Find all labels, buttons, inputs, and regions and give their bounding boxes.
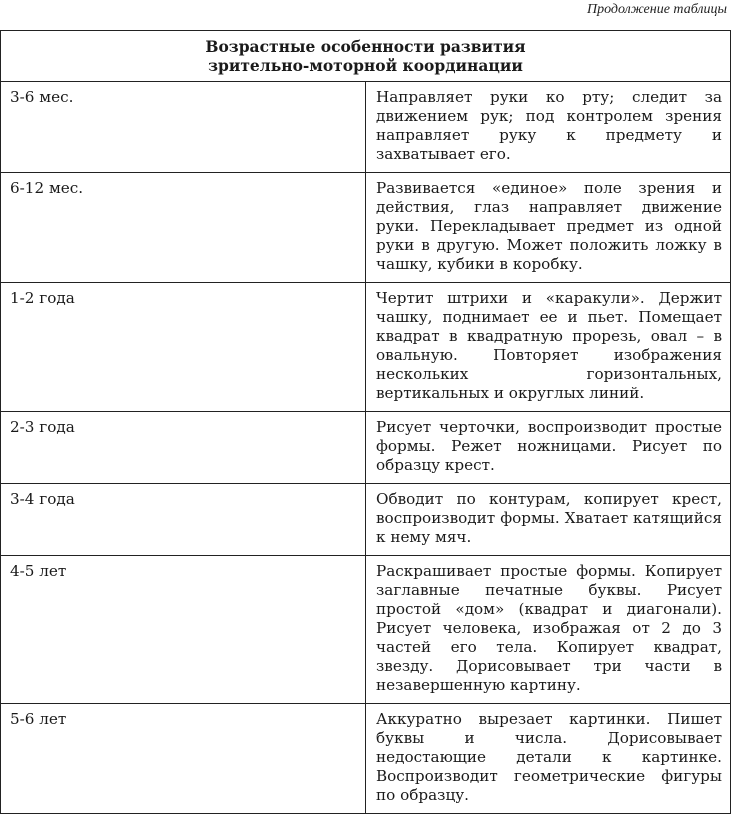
description-cell: Рисует черточки, воспроизводит простые формы. Режет ножницами. Рисует по образцу крест. (366, 412, 731, 484)
age-cell: 1-2 года (1, 283, 366, 412)
description-cell: Раскрашивает простые формы. Копирует заглавные печатные буквы. Рисует простой «дом» (квадрат и диагонали). Рисует человека, изображая от 2 до 3 частей его тела. Копирует квадрат, звезду. Дорисовывает три части в незавершенную картину. (366, 556, 731, 704)
table-header-row (1, 31, 731, 82)
age-cell: 3-6 мес. (1, 82, 366, 173)
age-cell: 5-6 лет (1, 704, 366, 814)
description-cell: Чертит штрихи и «каракули». Держит чашку, поднимает ее и пьет. Помещает квадрат в квадратную прорезь, овал – в овальную. Повторяет изображения нескольких горизонтальных, вертикальных и округлых линий. (366, 283, 731, 412)
table-header (1, 31, 731, 82)
table-row (1, 556, 731, 704)
age-cell: 2-3 года (1, 412, 366, 484)
table-row (1, 412, 731, 484)
table-row (1, 704, 731, 814)
header-line-1: Возрастные особенности развития (205, 37, 526, 56)
continuation-label: Продолжение таблицы (586, 2, 727, 17)
table-row (1, 484, 731, 556)
development-table (0, 30, 731, 814)
table-row (1, 283, 731, 412)
age-cell: 4-5 лет (1, 556, 366, 704)
header-line-2: зрительно-моторной координации (208, 56, 523, 75)
table-row (1, 173, 731, 283)
description-cell: Развивается «единое» поле зрения и действия, глаз направляет движение руки. Перекладывает предмет из одной руки в другую. Может положить ложку в чашку, кубики в коробку. (366, 173, 731, 283)
table-row (1, 82, 731, 173)
age-cell: 3-4 года (1, 484, 366, 556)
age-cell: 6-12 мес. (1, 173, 366, 283)
description-cell: Обводит по контурам, копирует крест, воспроизводит формы. Хватает катящийся к нему мяч. (366, 484, 731, 556)
description-cell: Аккуратно вырезает картинки. Пишет буквы и числа. Дорисовывает недостающие детали к картинке. Воспроизводит геометрические фигуры по образцу. (366, 704, 731, 814)
description-cell: Направляет руки ко рту; следит за движением рук; под контролем зрения направляет руку к предмету и захватывает его. (366, 82, 731, 173)
